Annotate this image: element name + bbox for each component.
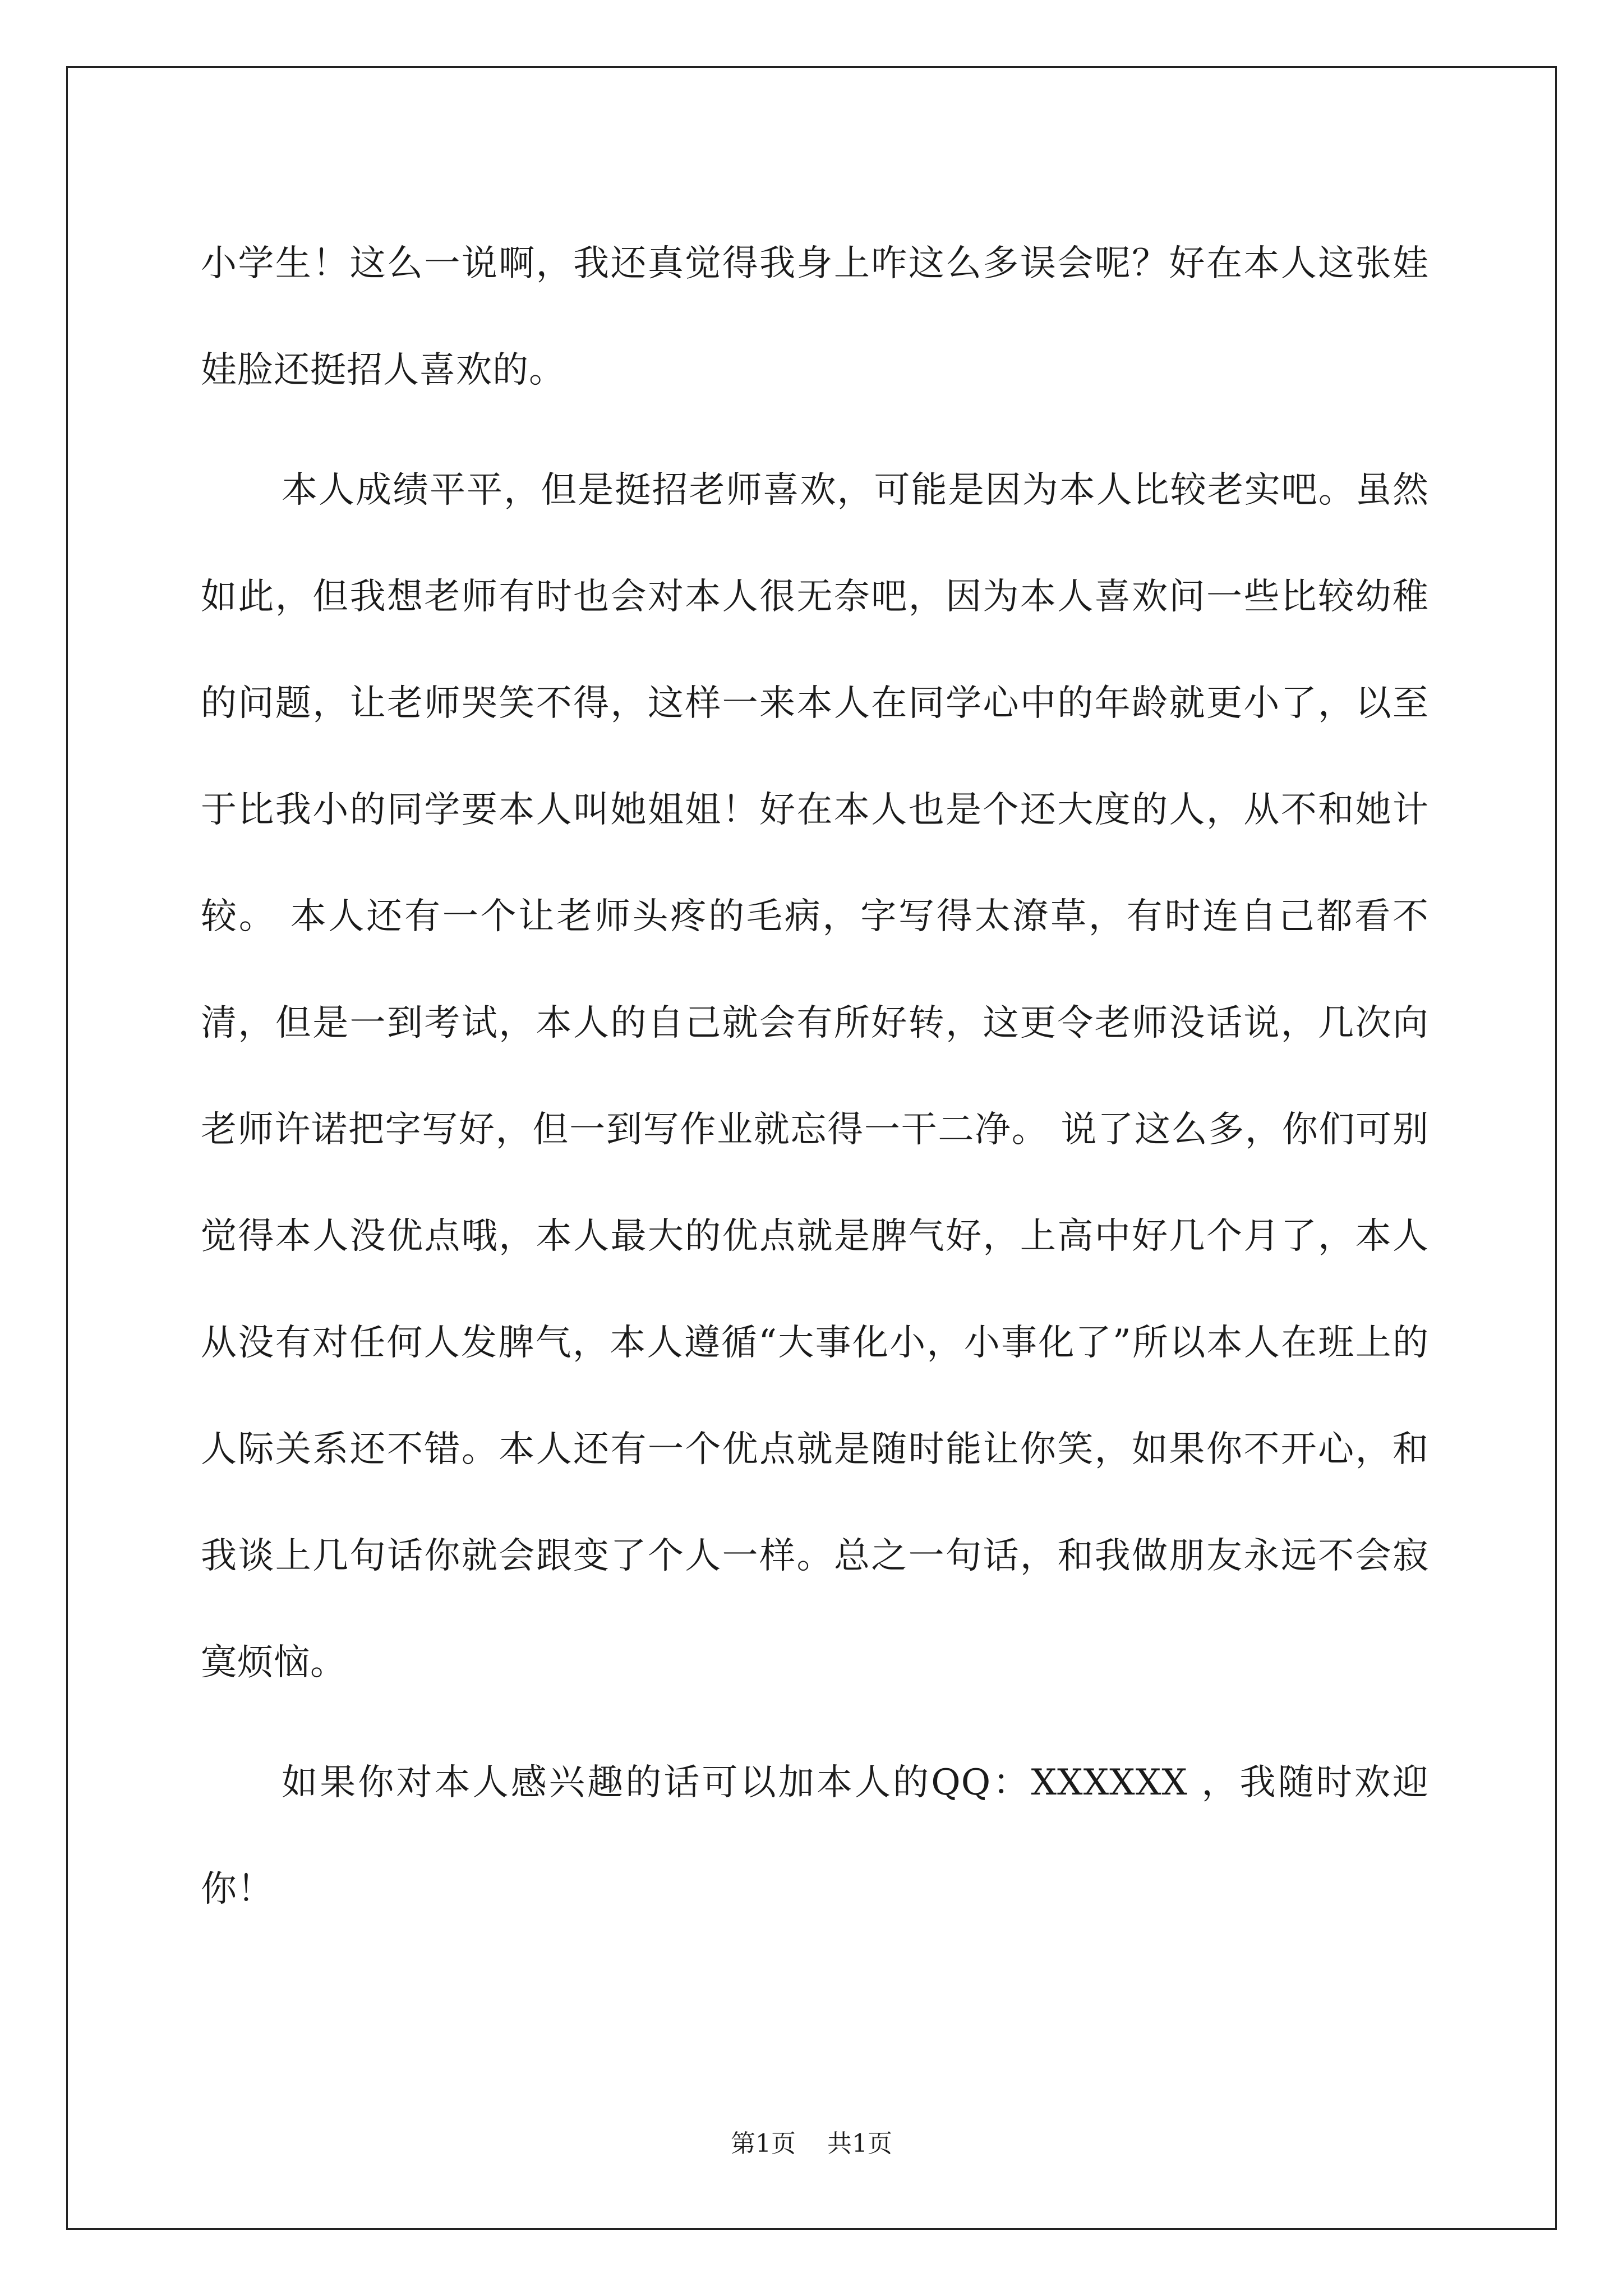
paragraph-2: 本人成绩平平，但是挺招老师喜欢，可能是因为本人比较老实吧。虽然如此，但我想老师有时也会对本人很无奈吧，因为本人喜欢问一些比较幼稚的问题，让老师哭笑不得，这样一来本人在同学心中的年龄就更小了，以至于比我小的同学要本人叫她姐姐！好在本人也是个还大度的人，从不和她计较。 本人还有一个让老师头疼的毛病，字写得太潦草，有时连自己都看不清，但是一到考试，本人的自己就会有所好转，这更令老师没话说，几次向老师许诺把字写好，但一到写作业就忘得一干二净。 说了这么多，你们可别觉得本人没优点哦，本人最大的优点就是脾气好，上高中好几个月了，本人从没有对任何人发脾气，本人遵循“大事化小，小事化了”所以本人在班上的人际关系还不错。本人还有一个优点就是随时能让你笑，如果你不开心，和我谈上几句话你就会跟变了个人一样。总之一句话，和我做朋友永远不会寂寞烦恼。 xyxy=(201,470,1429,1683)
page-footer xyxy=(0,2127,1623,2161)
page-number: 第1页 xyxy=(731,2129,796,2158)
paragraph-3: 如果你对本人感兴趣的话可以加本人的QQ：XXXXXX ，我随时欢迎你！ xyxy=(201,1762,1429,1910)
paragraph-1: 小学生！这么一说啊，我还真觉得我身上咋这么多误会呢？好在本人这张娃娃脸还挺招人喜欢的。 xyxy=(201,243,1429,391)
page-total: 共1页 xyxy=(827,2129,892,2158)
document-body xyxy=(201,210,1429,1943)
